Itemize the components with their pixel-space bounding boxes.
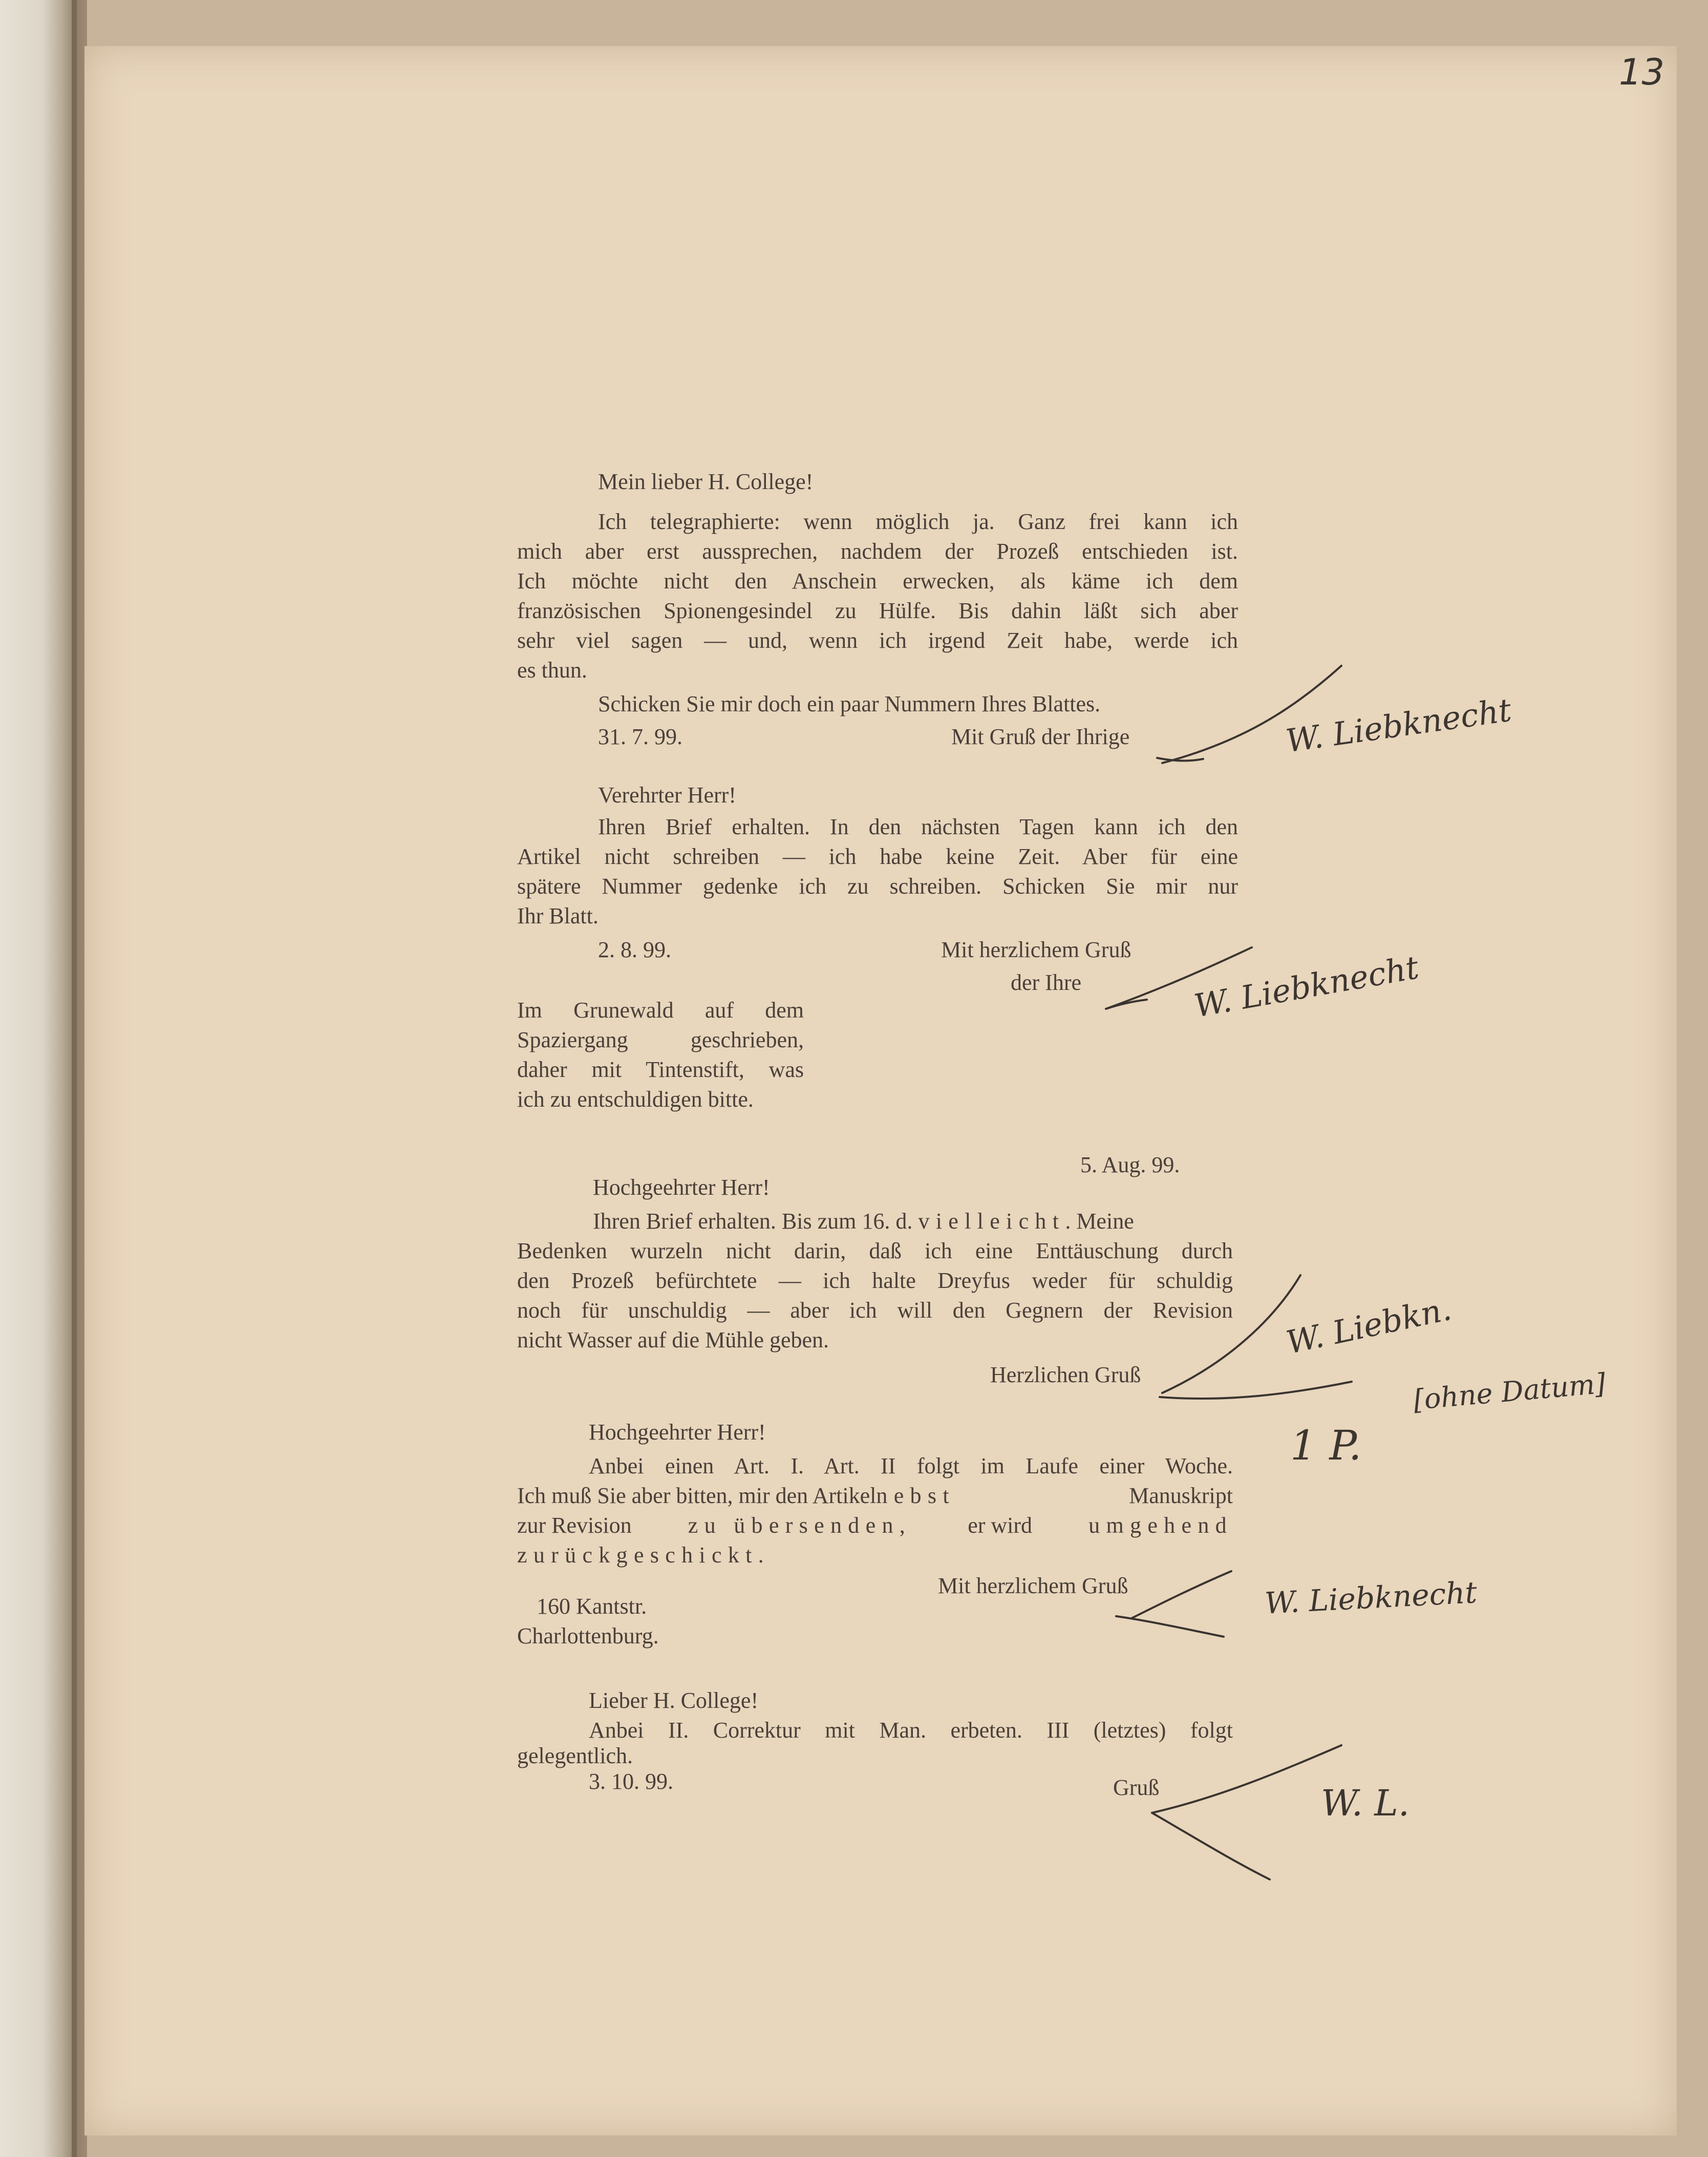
letter5-closing: Gruß bbox=[1113, 1775, 1160, 1800]
letter4-emphasis: zu übersenden, bbox=[688, 1513, 912, 1538]
letter2-date: 2. 8. 99. bbox=[598, 937, 671, 962]
letter4-line bbox=[517, 1481, 1233, 1511]
book-binding bbox=[0, 0, 77, 2157]
letter3-date: 5. Aug. 99. bbox=[1080, 1152, 1180, 1177]
document-page bbox=[84, 46, 1677, 2135]
letter1-salutation: Mein lieber H. College! bbox=[598, 469, 814, 494]
letter4-emphasis: umgehend bbox=[1088, 1513, 1233, 1538]
letter4-annotation: 1 P. bbox=[1290, 1422, 1362, 1469]
letter1-line: mich aber erst aussprechen, nachdem der Prozeß entschieden ist. bbox=[517, 539, 1238, 564]
letter3-line-text: . Meine bbox=[1065, 1209, 1134, 1234]
letter2-postscript-line: daher mit Tintenstift, was bbox=[517, 1057, 804, 1082]
letter2-line: Ihr Blatt. bbox=[517, 903, 599, 928]
letter3-line: den Prozeß befürchtete — ich halte Dreyfus weder für schuldig bbox=[517, 1268, 1233, 1293]
letter2-line: Artikel nicht schreiben — ich habe keine Zeit. Aber für eine bbox=[517, 844, 1238, 869]
letter3-line: Bedenken wurzeln nicht darin, daß ich eine Enttäuschung durch bbox=[517, 1238, 1233, 1263]
letter3-closing: Herzlichen Gruß bbox=[990, 1362, 1141, 1387]
letter1-line: Schicken Sie mir doch ein paar Nummern Ihres Blattes. bbox=[598, 691, 1101, 716]
letter1-date: 31. 7. 99. bbox=[598, 724, 682, 749]
letter4-address: Charlottenburg. bbox=[517, 1623, 659, 1648]
letter5-signature: W. L. bbox=[1321, 1782, 1410, 1824]
letter4-line-text: Manuskript bbox=[1129, 1483, 1233, 1508]
letter5-line: Anbei II. Correktur mit Man. erbeten. III (letztes) folgt bbox=[589, 1718, 1233, 1743]
letter5-salutation: Lieber H. College! bbox=[589, 1688, 759, 1713]
letter4-emphasis: nebst bbox=[876, 1483, 955, 1508]
letter3-emphasis: vielleicht bbox=[918, 1209, 1065, 1234]
letter1-closing: Mit Gruß der Ihrige bbox=[951, 724, 1130, 749]
letter4-line-text: Ich muß Sie aber bitten, mir den Artikel bbox=[517, 1483, 877, 1508]
letter4-closing: Mit herzlichem Gruß bbox=[938, 1573, 1128, 1598]
letter1-line: es thun. bbox=[517, 658, 587, 683]
letter3-line: nicht Wasser auf die Mühle geben. bbox=[517, 1327, 829, 1352]
letter2-line: spätere Nummer gedenke ich zu schreiben. Schicken Sie mir nur bbox=[517, 874, 1238, 899]
letter4-line-text: zur Revision bbox=[517, 1513, 632, 1538]
letter2-line: Ihren Brief erhalten. In den nächsten Tagen kann ich den bbox=[598, 814, 1238, 839]
letter1-signature: W. Liebknecht bbox=[1284, 691, 1514, 760]
letter2-salutation: Verehrter Herr! bbox=[598, 783, 736, 808]
letter3-line bbox=[593, 1207, 1134, 1236]
letter4-salutation: Hochgeehrter Herr! bbox=[589, 1420, 766, 1445]
page-number: 13 bbox=[1618, 51, 1664, 93]
letter1-line: sehr viel sagen — und, wenn ich irgend Zeit habe, werde ich bbox=[517, 628, 1238, 653]
letter4-line: zurückgeschickt. bbox=[517, 1542, 770, 1568]
letter3-line: noch für unschuldig — aber ich will den Gegnern der Revision bbox=[517, 1298, 1233, 1323]
letter2-postscript-line: ich zu entschuldigen bitte. bbox=[517, 1087, 754, 1112]
letter3-line-text: Ihren Brief erhalten. Bis zum 16. d. bbox=[593, 1209, 919, 1234]
letter2-closing: Mit herzlichem Gruß bbox=[941, 937, 1131, 962]
letter1-line: französischen Spionengesindel zu Hülfe. Bis dahin läßt sich aber bbox=[517, 598, 1238, 623]
letter4-line-text: er wird bbox=[968, 1513, 1033, 1538]
letter4-address: 160 Kantstr. bbox=[537, 1594, 647, 1619]
letter2-postscript-line: Spaziergang geschrieben, bbox=[517, 1027, 804, 1052]
letter5-line: gelegentlich. bbox=[517, 1743, 633, 1768]
letter2-postscript-line: Im Grunewald auf dem bbox=[517, 998, 804, 1023]
letter4-signature: W. Liebknecht bbox=[1264, 1575, 1478, 1621]
letter5-date: 3. 10. 99. bbox=[589, 1769, 673, 1794]
letter2-signature: W. Liebknecht bbox=[1191, 948, 1422, 1025]
letter3-annotation: [ohne Datum] bbox=[1412, 1367, 1607, 1416]
letter1-line: Ich telegraphierte: wenn möglich ja. Ganz frei kann ich bbox=[598, 509, 1238, 534]
letter2-closing: der Ihre bbox=[1011, 970, 1082, 995]
letter4-line: Anbei einen Art. I. Art. II folgt im Laufe einer Woche. bbox=[589, 1453, 1233, 1478]
letter4-line bbox=[517, 1511, 1233, 1540]
letter3-salutation: Hochgeehrter Herr! bbox=[593, 1175, 770, 1200]
letter3-signature: W. Liebkn. bbox=[1283, 1289, 1455, 1362]
letter1-line: Ich möchte nicht den Anschein erwecken, als käme ich dem bbox=[517, 568, 1238, 594]
